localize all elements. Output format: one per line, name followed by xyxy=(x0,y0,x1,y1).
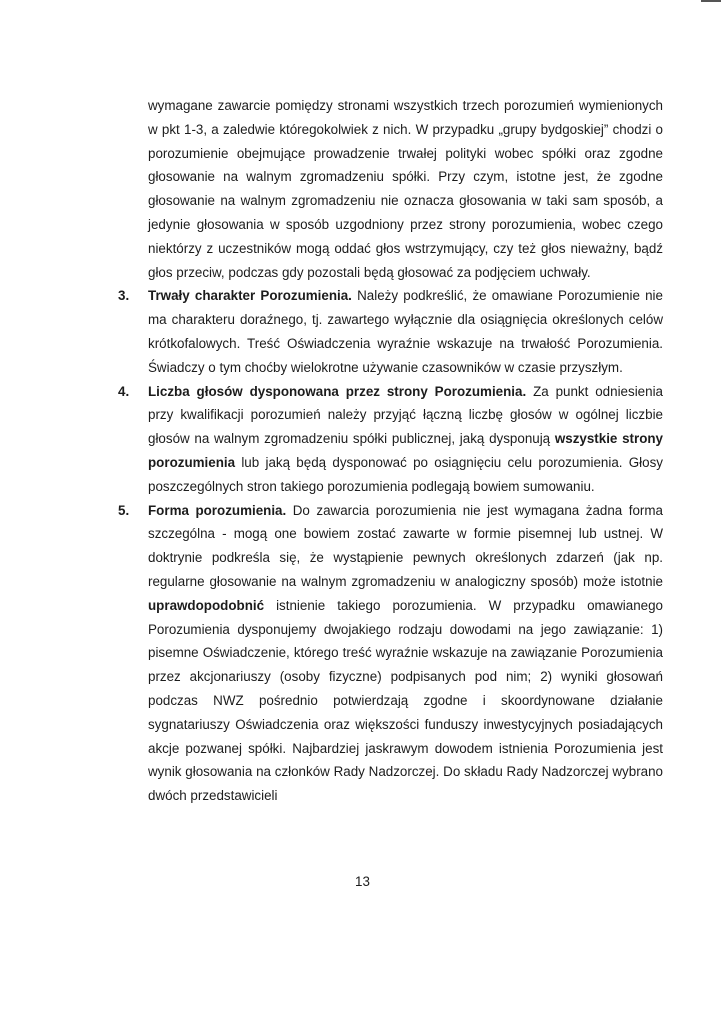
list-item-3 xyxy=(118,284,663,379)
item-paragraph xyxy=(148,380,663,499)
item-paragraph xyxy=(148,284,663,379)
item-heading: Forma porozumienia. xyxy=(148,502,287,518)
list-item-4 xyxy=(118,380,663,499)
numbered-list xyxy=(118,284,663,808)
page-number: 13 xyxy=(355,874,370,889)
item-heading: Liczba głosów dysponowana przez strony Porozumienia. xyxy=(148,383,527,399)
item-paragraph xyxy=(148,499,663,808)
item-number: 3. xyxy=(118,288,130,304)
item-body: Należy podkreślić, że omawiane Porozumienie nie ma charakteru doraźnego, tj. zawartego wyłącznie dla osiągnięcia określonych celów krótkofalowych. Treść Oświadczenia wyraźnie wskazuje na trwałość Porozumienia. Świadczy o tym choćby wielokrotne używanie czasowników w czasie przyszłym. xyxy=(148,288,663,375)
item-heading: Trwały charakter Porozumienia. xyxy=(148,288,352,304)
item-body-part-1: Za punkt odniesienia przy kwalifikacji porozumień należy przyjąć łączną liczbę głosów w ogólnej liczbie głosów na walnym zgromadzeniu spółki publicznej, jaką dysponują xyxy=(148,383,663,447)
list-item-5 xyxy=(118,499,663,808)
item-number: 5. xyxy=(118,502,130,518)
scan-edge-mark xyxy=(701,0,721,2)
item-body-part-2: lub jaką będą dysponować po osiągnięciu celu porozumienia. Głosy poszczególnych stron takiego porozumienia podlegają bowiem sumowaniu. xyxy=(148,454,663,494)
item-emphasis: wszystkie strony porozumienia xyxy=(148,431,663,470)
item-body-part-1: Do zawarcia porozumienia nie jest wymagana żadna forma szczególna - mogą one bowiem zostać zawarte w formie pisemnej lub ustnej. W doktrynie podkreśla się, że wystąpienie pewnych określonych zdarzeń (jak np. regularne głosowanie na walnym zgromadzeniu w analogiczny sposób) może istotnie xyxy=(148,502,663,589)
item-emphasis: uprawdopodobnić xyxy=(148,597,265,613)
item-body-part-2: istnienie takiego porozumienia. W przypadku omawianego Porozumienia dysponujemy dwojakiego rodzaju dowodami na jego zawiązanie: 1) pisemne Oświadczenie, którego treść wyraźnie wskazuje na zawiązanie Porozumienia przez akcjonariuszy (osoby fizyczne) podpisanych pod nim; 2) wyniki głosowań podczas NWZ pośrednio potwierdzają zgodne i skoordynowane działanie sygnatariuszy Oświadczenia oraz większości funduszy inwestycyjnych posiadających akcje pozwanej spółki. Najbardziej jaskrawym dowodem istnienia Porozumienia jest wynik głosowania na członków Rady Nadzorczej. Do składu Rady Nadzorczej wybrano dwóch przedstawicieli xyxy=(148,597,663,804)
item-number: 4. xyxy=(118,383,130,399)
intro-paragraph: wymagane zawarcie pomiędzy stronami wszystkich trzech porozumień wymienionych w pkt 1-3, a zaledwie któregokolwiek z nich. W przypadku „grupy bydgoskiej” chodzi o porozumienie obejmujące prowadzenie trwałej polityki wobec spółki oraz zgodne głosowanie na walnym zgromadzeniu spółki. Przy czym, istotne jest, że zgodne głosowanie na walnym zgromadzeniu nie oznacza głosowania w taki sam sposób, a jedynie głosowania w sposób uzgodniony przez strony porozumienia, wobec czego niektórzy z uczestników mogą oddać głos wstrzymujący, czy też głos nieważny, bądź głos przeciw, podczas gdy pozostali będą głosować za podjęciem uchwały. xyxy=(148,98,663,280)
document-page xyxy=(118,94,663,808)
